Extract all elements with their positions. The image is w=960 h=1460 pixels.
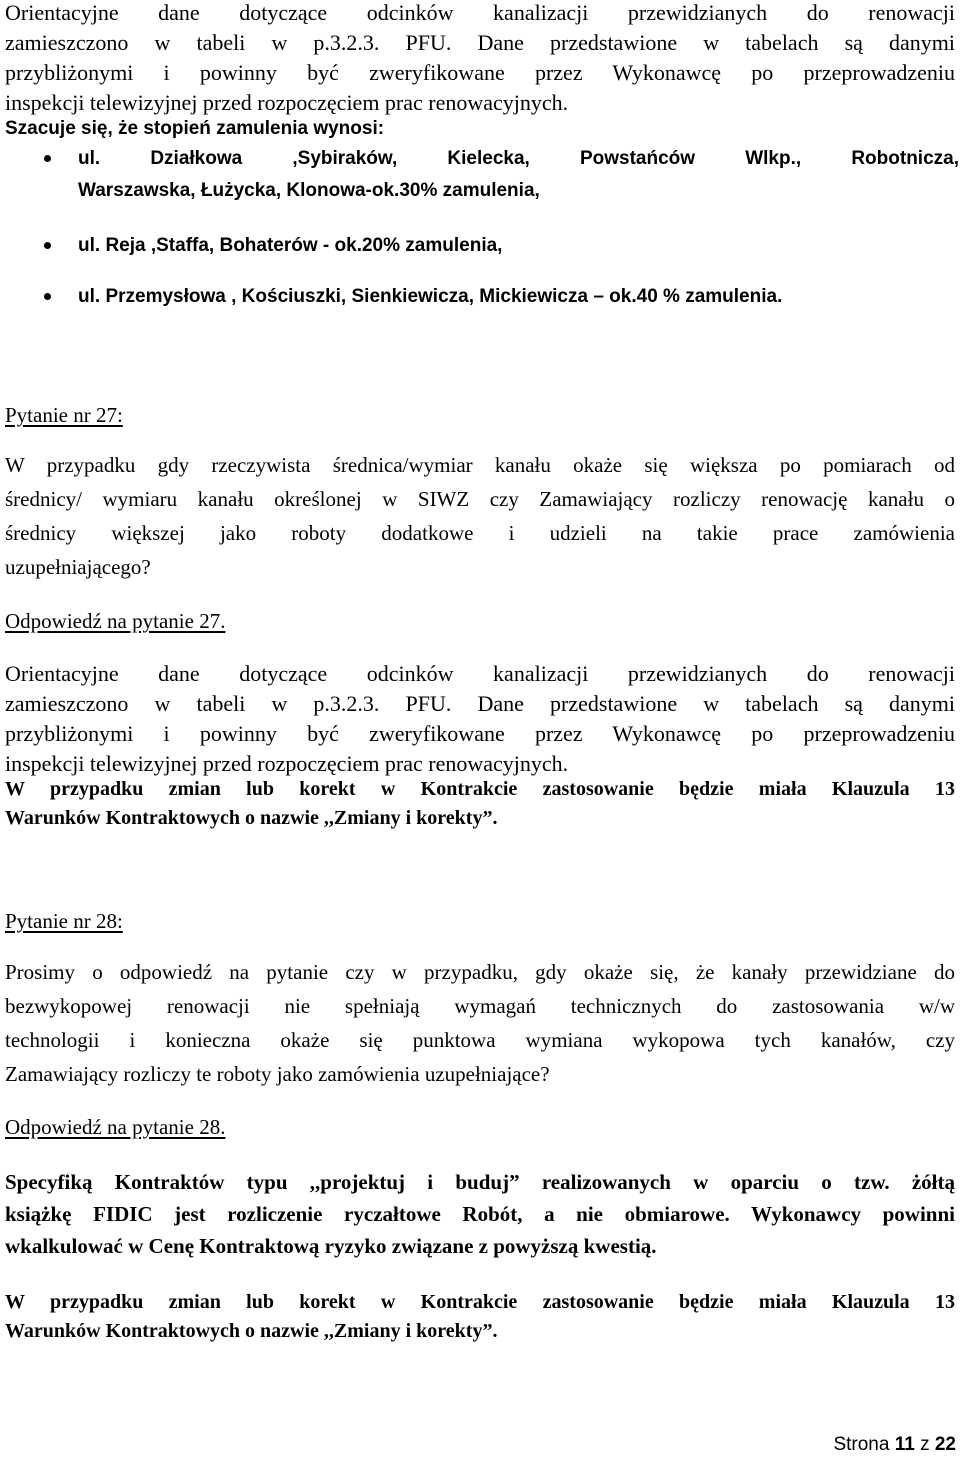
answer-line: książkę FIDIC jest rozliczenie ryczałtowe Robót, a nie obmiarowe. Wykonawcy powinni bbox=[5, 1202, 955, 1226]
list-item: ul. Działkowa ,Sybiraków, Kielecka, Powstańców Wlkp., Robotnicza, Warszawska, Łużycka, Klonowa-ok.30% zamulenia, bbox=[44, 143, 959, 207]
silt-lead: Szacuje się, że stopień zamulenia wynosi: bbox=[5, 118, 385, 139]
question-line: średnicy/ wymiaru kanału określonej w SIWZ czy Zamawiający rozliczy renowację kanału o bbox=[5, 487, 955, 511]
answer-28-body bbox=[5, 1166, 955, 1262]
question-line: Zamawiający rozliczy te roboty jako zamówienia uzupełniające? bbox=[5, 1062, 550, 1086]
question-27-heading: Pytanie nr 27: bbox=[5, 403, 123, 427]
answer-line: Orientacyjne dane dotyczące odcinków kanalizacji przewidzianych do renowacji bbox=[5, 661, 955, 686]
answer-line: przybliżonymi i powinny być zweryfikowane przez Wykonawcę po przeprowadzeniu bbox=[5, 721, 955, 746]
bullet-icon bbox=[44, 293, 51, 300]
question-28-heading: Pytanie nr 28: bbox=[5, 909, 123, 933]
intro-paragraph bbox=[5, 0, 955, 118]
question-line: W przypadku gdy rzeczywista średnica/wymiar kanału okaże się większa po pomiarach od bbox=[5, 453, 955, 477]
question-line: uzupełniającego? bbox=[5, 555, 151, 579]
list-item: ul. Przemysłowa , Kościuszki, Sienkiewicza, Mickiewicza – ok.40 % zamulenia. bbox=[44, 281, 959, 313]
question-line: średnicy większej jako roboty dodatkowe i udzieli na takie prace zamówienia bbox=[5, 521, 955, 545]
answer-27-body bbox=[5, 659, 955, 779]
total-pages: 22 bbox=[934, 1434, 956, 1455]
answer-27-heading: Odpowiedź na pytanie 27. bbox=[5, 609, 226, 633]
question-line: technologii i konieczna okaże się punktowa wymiana wykopowa tych kanałów, czy bbox=[5, 1028, 955, 1052]
question-27-body bbox=[5, 448, 955, 584]
question-28-body bbox=[5, 955, 955, 1091]
answer-line: wkalkulować w Cenę Kontraktową ryzyko związane z powyższą kwestią. bbox=[5, 1234, 657, 1258]
answer-line: zamieszczono w tabeli w p.3.2.3. PFU. Dane przedstawione w tabelach są danymi bbox=[5, 691, 955, 716]
answer-28-clause bbox=[5, 1288, 955, 1346]
page-number: Strona 11 z 22 bbox=[833, 1434, 956, 1455]
intro-line: inspekcji telewizyjnej przed rozpoczęciem prac renowacyjnych. bbox=[5, 90, 569, 115]
answer-line: inspekcji telewizyjnej przed rozpoczęciem prac renowacyjnych. bbox=[5, 751, 569, 776]
answer-28-heading: Odpowiedź na pytanie 28. bbox=[5, 1115, 226, 1139]
clause-line: Warunków Kontraktowych o nazwie ,,Zmiany i korekty”. bbox=[5, 1320, 498, 1342]
clause-line: Warunków Kontraktowych o nazwie ,,Zmiany i korekty”. bbox=[5, 807, 498, 829]
silt-list bbox=[44, 143, 959, 313]
bullet-icon bbox=[44, 242, 51, 249]
answer-27-clause bbox=[5, 775, 955, 833]
bullet-icon bbox=[44, 155, 51, 162]
answer-line: Specyfiką Kontraktów typu ,,projektuj i buduj” realizowanych w oparciu o tzw. żółtą bbox=[5, 1170, 955, 1194]
clause-line: W przypadku zmian lub korekt w Kontrakcie zastosowanie będzie miała Klauzula 13 bbox=[5, 1291, 955, 1313]
list-item: ul. Reja ,Staffa, Bohaterów - ok.20% zamulenia, bbox=[44, 230, 959, 262]
question-line: Prosimy o odpowiedź na pytanie czy w przypadku, gdy okaże się, że kanały przewidziane do bbox=[5, 960, 955, 984]
intro-line: Orientacyjne dane dotyczące odcinków kanalizacji przewidzianych do renowacji bbox=[5, 0, 955, 25]
question-line: bezwykopowej renowacji nie spełniają wymagań technicznych do zastosowania w/w bbox=[5, 994, 955, 1018]
intro-line: przybliżonymi i powinny być zweryfikowane przez Wykonawcę po przeprowadzeniu bbox=[5, 60, 955, 85]
intro-line: zamieszczono w tabeli w p.3.2.3. PFU. Dane przedstawione w tabelach są danymi bbox=[5, 30, 955, 55]
current-page: 11 bbox=[894, 1434, 915, 1455]
clause-line: W przypadku zmian lub korekt w Kontrakcie zastosowanie będzie miała Klauzula 13 bbox=[5, 778, 955, 800]
